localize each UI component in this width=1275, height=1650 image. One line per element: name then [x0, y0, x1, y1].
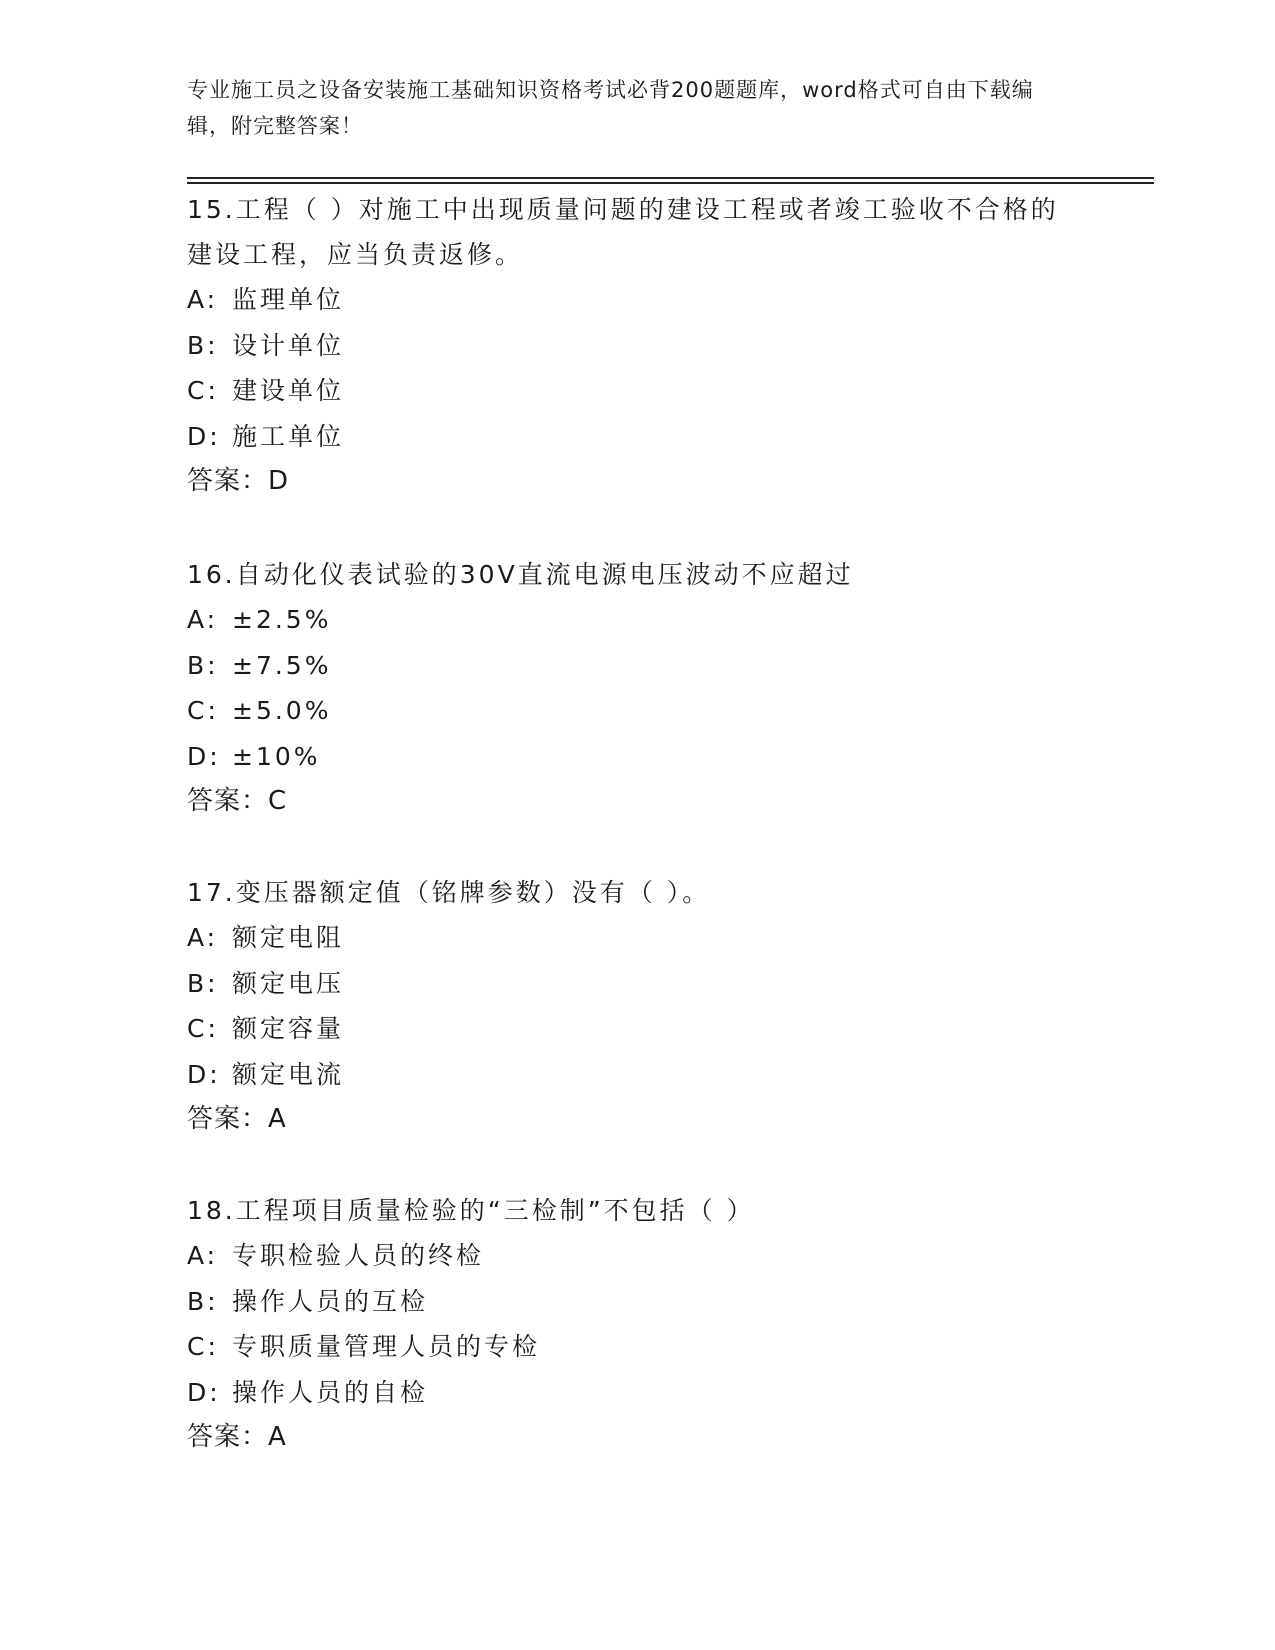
question-17 — [187, 870, 1067, 1142]
option-key: C: — [187, 1332, 219, 1361]
document-intro: 专业施工员之设备安装施工基础知识资格考试必背200题题库，word格式可自由下载编辑，附完整答案！ — [187, 78, 1034, 138]
option-key: A: — [187, 923, 219, 952]
option-key: A: — [187, 1241, 219, 1270]
option-text: 额定电流 — [232, 1059, 345, 1089]
question-18 — [187, 1188, 1067, 1460]
option-text: 专职检验人员的终检 — [232, 1241, 485, 1270]
header-divider-bottom — [187, 182, 1154, 184]
option-d — [187, 734, 1067, 780]
option-text: 设计单位 — [232, 330, 345, 360]
option-text: 额定电阻 — [232, 923, 345, 952]
option-key: C: — [187, 696, 219, 725]
option-key: D: — [187, 1059, 221, 1089]
option-key: B: — [187, 650, 219, 680]
option-key: B: — [187, 968, 219, 998]
option-a — [187, 597, 1067, 643]
option-text: 操作人员的自检 — [232, 1377, 429, 1407]
option-text: 操作人员的互检 — [232, 1286, 429, 1316]
option-text: 建设单位 — [232, 376, 345, 405]
option-d — [187, 1370, 1067, 1416]
question-stem: 16.自动化仪表试验的30V直流电源电压波动不应超过 — [187, 560, 854, 589]
option-d — [187, 414, 1067, 460]
option-text: 专职质量管理人员的专检 — [232, 1332, 541, 1361]
option-b — [187, 323, 1067, 369]
question-stem: 15.工程（ ）对施工中出现质量问题的建设工程或者竣工验收不合格的建设工程，应当负责返修。 — [187, 195, 1059, 269]
option-a — [187, 915, 1067, 961]
option-text: ±5.0% — [232, 696, 332, 725]
option-b — [187, 1279, 1067, 1325]
option-key: A: — [187, 605, 219, 634]
option-text: 额定容量 — [232, 1014, 345, 1043]
option-a — [187, 277, 1067, 323]
option-c — [187, 1006, 1067, 1052]
option-text: ±7.5% — [232, 650, 332, 680]
option-text: 施工单位 — [232, 421, 345, 451]
answer-line: 答案：D — [187, 466, 290, 496]
question-15 — [187, 187, 1067, 504]
option-key: A: — [187, 285, 219, 314]
option-key: B: — [187, 330, 219, 360]
question-stem: 17.变压器额定值（铭牌参数）没有（ ）。 — [187, 878, 711, 907]
option-key: B: — [187, 1286, 219, 1316]
option-b — [187, 643, 1067, 689]
option-a — [187, 1233, 1067, 1279]
answer-line: 答案：A — [187, 1104, 287, 1134]
option-key: D: — [187, 1377, 221, 1407]
option-c — [187, 1324, 1067, 1370]
answer-line: 答案：A — [187, 1422, 287, 1452]
header-divider-top — [187, 177, 1154, 179]
option-c — [187, 688, 1067, 734]
question-16 — [187, 552, 1067, 824]
option-text: 额定电压 — [232, 968, 345, 998]
option-d — [187, 1052, 1067, 1098]
option-key: D: — [187, 421, 221, 451]
option-c — [187, 368, 1067, 414]
option-key: D: — [187, 741, 221, 771]
option-key: C: — [187, 376, 219, 405]
option-key: C: — [187, 1014, 219, 1043]
option-b — [187, 961, 1067, 1007]
option-text: ±10% — [232, 741, 321, 771]
answer-line: 答案：C — [187, 786, 288, 816]
question-stem: 18.工程项目质量检验的“三检制”不包括（ ） — [187, 1196, 755, 1225]
option-text: ±2.5% — [232, 605, 332, 634]
option-text: 监理单位 — [232, 285, 345, 314]
